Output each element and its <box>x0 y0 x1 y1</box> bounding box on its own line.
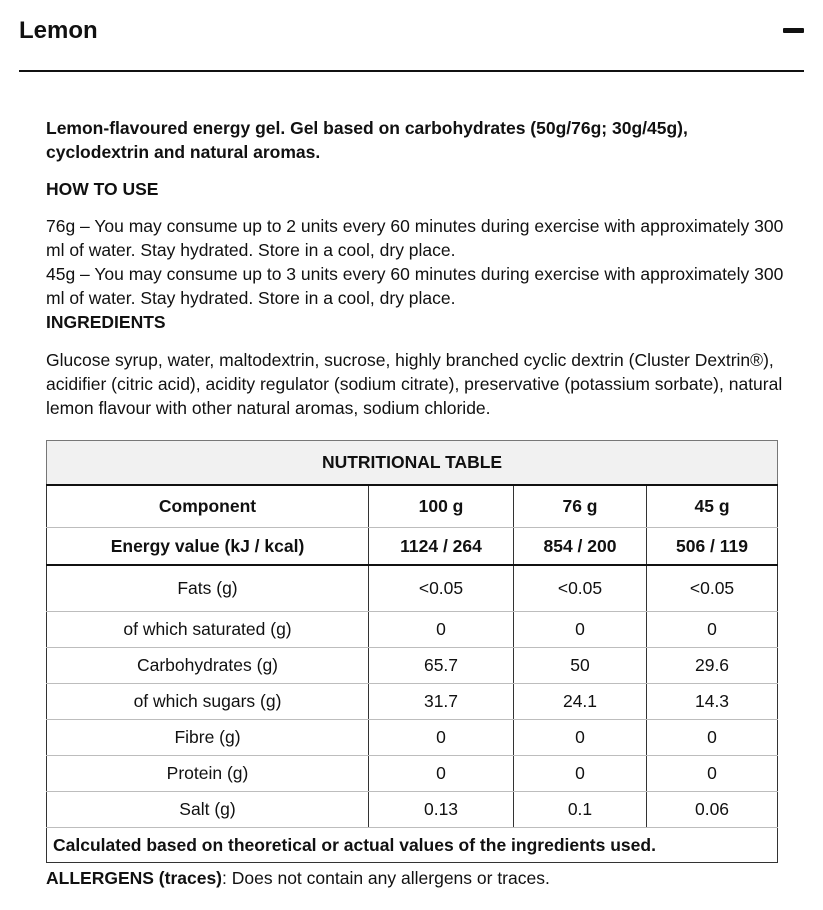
row-label: Fats (g) <box>47 565 369 612</box>
cell-100g: 65.7 <box>369 648 514 684</box>
cell-76g: 50 <box>514 648 647 684</box>
cell-100g: <0.05 <box>369 565 514 612</box>
cell-45g: 14.3 <box>647 684 778 720</box>
row-label: of which saturated (g) <box>47 612 369 648</box>
row-label: of which sugars (g) <box>47 684 369 720</box>
row-label: Carbohydrates (g) <box>47 648 369 684</box>
ingredients-text: Glucose syrup, water, maltodextrin, sucrose, highly branched cyclic dextrin (Cluster Dextrin®), acidifier (citric acid), acidity regulator (sodium citrate), preservative (potassium sorbate), natural lemon flavour with other natural aromas, sodium chloride. <box>46 350 783 418</box>
cell-76g: 0 <box>514 756 647 792</box>
energy-row <box>47 528 778 566</box>
allergens-text: : Does not contain any allergens or traces. <box>222 868 550 888</box>
table-row <box>47 684 778 720</box>
accordion-header-lemon[interactable] <box>19 0 804 72</box>
row-label: Salt (g) <box>47 792 369 828</box>
table-row <box>47 648 778 684</box>
cell-100g: 0 <box>369 720 514 756</box>
column-header-45g: 45 g <box>647 485 778 528</box>
cell-100g: 0 <box>369 612 514 648</box>
energy-label: Energy value (kJ / kcal) <box>47 528 369 566</box>
cell-76g: <0.05 <box>514 565 647 612</box>
product-description <box>46 116 786 420</box>
table-footnote: Calculated based on theoretical or actual values of the ingredients used. <box>47 828 778 863</box>
row-label: Protein (g) <box>47 756 369 792</box>
cell-76g: 0.1 <box>514 792 647 828</box>
cell-100g: 31.7 <box>369 684 514 720</box>
table-row <box>47 756 778 792</box>
cell-45g: 0 <box>647 756 778 792</box>
table-row <box>47 720 778 756</box>
cell-100g: 0.13 <box>369 792 514 828</box>
cell-45g: 0.06 <box>647 792 778 828</box>
accordion-title: Lemon <box>19 17 98 44</box>
cell-45g: <0.05 <box>647 565 778 612</box>
allergens-note <box>46 866 550 890</box>
column-header-100g: 100 g <box>369 485 514 528</box>
table-row <box>47 792 778 828</box>
how-to-use-text <box>46 214 786 310</box>
cell-45g: 29.6 <box>647 648 778 684</box>
usage-line-76g: 76g – You may consume up to 2 units every 60 minutes during exercise with approximately 300 ml of water. Stay hydrated. Store in a cool, dry place. <box>46 216 784 260</box>
cell-76g: 24.1 <box>514 684 647 720</box>
nutritional-table <box>46 440 778 863</box>
column-header-76g: 76 g <box>514 485 647 528</box>
energy-100g: 1124 / 264 <box>369 528 514 566</box>
cell-76g: 0 <box>514 612 647 648</box>
product-intro: Lemon-flavoured energy gel. Gel based on carbohydrates (50g/76g; 30g/45g), cyclodextrin and natural aromas. <box>46 118 688 162</box>
ingredients-heading: INGREDIENTS <box>46 312 166 332</box>
nutritional-table-title: NUTRITIONAL TABLE <box>47 441 778 486</box>
how-to-use-heading: HOW TO USE <box>46 179 159 199</box>
cell-76g: 0 <box>514 720 647 756</box>
row-label: Fibre (g) <box>47 720 369 756</box>
allergens-label: ALLERGENS (traces) <box>46 868 223 888</box>
cell-45g: 0 <box>647 720 778 756</box>
usage-line-45g: 45g – You may consume up to 3 units every 60 minutes during exercise with approximately 300 ml of water. Stay hydrated. Store in a cool, dry place. <box>46 264 784 308</box>
minus-icon[interactable] <box>783 28 804 33</box>
cell-45g: 0 <box>647 612 778 648</box>
table-row <box>47 612 778 648</box>
table-row <box>47 565 778 612</box>
energy-76g: 854 / 200 <box>514 528 647 566</box>
cell-100g: 0 <box>369 756 514 792</box>
energy-45g: 506 / 119 <box>647 528 778 566</box>
column-header-component: Component <box>47 485 369 528</box>
